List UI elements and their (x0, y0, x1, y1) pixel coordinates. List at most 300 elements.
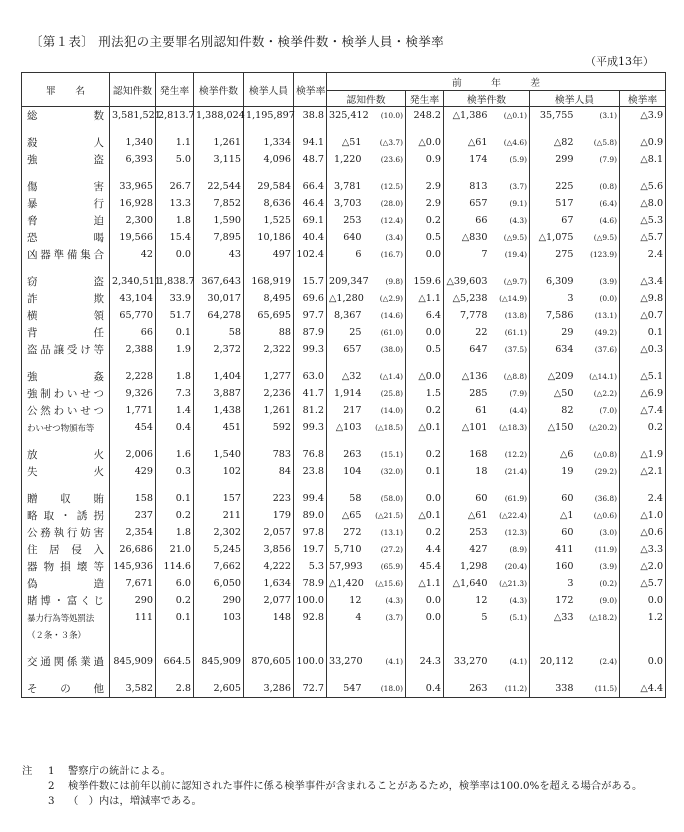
footnote-label (22, 779, 48, 794)
clearance-rate: 23.8 (294, 463, 327, 480)
diff-recognized: 3,781 (327, 178, 364, 195)
table-row (22, 246, 666, 263)
diff-cleared (444, 480, 490, 490)
arrested-count: 1,334 (244, 134, 294, 151)
arrested-count: 1,261 (244, 402, 294, 419)
diff-cleared-pct: (21.4) (504, 467, 527, 476)
table-row (22, 653, 666, 670)
diff-rate: △9.8 (620, 290, 666, 307)
diff-recognized: 3,703 (327, 195, 364, 212)
recognized-count: 2,228 (110, 368, 156, 385)
diff-recognized-pct: (△18.5) (375, 423, 403, 432)
footnote (22, 794, 678, 809)
table-row (22, 419, 666, 436)
diff-recognized-pct (364, 263, 406, 273)
diff-cleared: △1,640 (444, 575, 490, 592)
clearance-rate: 41.7 (294, 385, 327, 402)
arrested-count: 1,195,897 (244, 107, 294, 125)
cleared-cases: 103 (194, 609, 244, 626)
diff-recognized: 1,914 (327, 385, 364, 402)
diff-occurrence: 248.2 (406, 107, 444, 125)
diff-recognized-pct: (3.4) (385, 233, 403, 242)
diff-cleared (444, 436, 490, 446)
arrested-count: 4,096 (244, 151, 294, 168)
diff-recognized: 12 (327, 592, 364, 609)
crime-name: 横 領 (22, 307, 110, 324)
table-row (22, 324, 666, 341)
arrested-count (244, 643, 294, 653)
diff-occurrence: 1.5 (406, 385, 444, 402)
diff-arrested-pct: (3.0) (599, 528, 617, 537)
diff-recognized-pct: (△21.5) (375, 511, 403, 520)
crime-name: 暴力行為等処罰法 (22, 609, 110, 626)
diff-cleared-pct: (5.1) (509, 613, 527, 622)
footnote-text: （ ）内は，増減率である。 (68, 795, 202, 807)
diff-arrested-pct: (3.1) (599, 111, 617, 120)
occurrence-rate: 2.8 (156, 680, 194, 698)
diff-arrested-pct (576, 626, 620, 643)
diff-arrested: 67 (530, 212, 576, 229)
diff-cleared-pct: (4.1) (509, 657, 527, 666)
diff-cleared-pct: (9.1) (509, 199, 527, 208)
diff-arrested: △150 (530, 419, 576, 436)
arrested-count: 1,525 (244, 212, 294, 229)
arrested-count: 8,636 (244, 195, 294, 212)
diff-arrested-pct: (49.2) (594, 328, 617, 337)
diff-recognized: 547 (327, 680, 364, 698)
clearance-rate: 92.8 (294, 609, 327, 626)
diff-arrested (530, 124, 576, 134)
occurrence-rate: 13.3 (156, 195, 194, 212)
diff-recognized-pct: (16.7) (380, 250, 403, 259)
occurrence-rate: 2,813.7 (156, 107, 194, 125)
cleared-cases (194, 124, 244, 134)
diff-rate: △0.3 (620, 341, 666, 358)
diff-occurrence (406, 670, 444, 680)
diff-arrested: △209 (530, 368, 576, 385)
diff-recognized (327, 643, 364, 653)
diff-rate (620, 168, 666, 178)
occurrence-rate (156, 670, 194, 680)
diff-occurrence (406, 168, 444, 178)
diff-rate: 0.2 (620, 419, 666, 436)
occurrence-rate (156, 643, 194, 653)
diff-arrested: 82 (530, 402, 576, 419)
diff-arrested-pct: (△20.2) (589, 423, 617, 432)
occurrence-rate: 1.9 (156, 341, 194, 358)
occurrence-rate: 0.1 (156, 609, 194, 626)
crime-name: 失 火 (22, 463, 110, 480)
table-row (22, 592, 666, 609)
clearance-rate: 97.8 (294, 524, 327, 541)
table-row (22, 134, 666, 151)
diff-recognized: 657 (327, 341, 364, 358)
crime-name: 傷 害 (22, 178, 110, 195)
table-row (22, 212, 666, 229)
clearance-rate: 63.0 (294, 368, 327, 385)
diff-arrested-pct (576, 124, 620, 134)
diff-recognized: 25 (327, 324, 364, 341)
arrested-count: 870,605 (244, 653, 294, 670)
occurrence-rate: 7.3 (156, 385, 194, 402)
arrested-count: 2,236 (244, 385, 294, 402)
crime-name: 脅 迫 (22, 212, 110, 229)
arrested-count: 4,222 (244, 558, 294, 575)
table-row (22, 609, 666, 626)
clearance-rate: 69.6 (294, 290, 327, 307)
diff-cleared-pct: (△0.1) (503, 111, 527, 120)
diff-occurrence: 0.0 (406, 609, 444, 626)
diff-occurrence: 0.0 (406, 490, 444, 507)
diff-recognized-pct: (12.5) (380, 182, 403, 191)
table-row (22, 490, 666, 507)
table-body (22, 107, 666, 698)
recognized-count: 3,582 (110, 680, 156, 698)
diff-arrested-pct (576, 643, 620, 653)
crime-name: わいせつ物頒布等 (22, 419, 110, 436)
crime-name: 交通関係業過 (22, 653, 110, 670)
clearance-rate: 46.4 (294, 195, 327, 212)
cleared-cases: 367,643 (194, 273, 244, 290)
diff-cleared-pct: (8.9) (509, 545, 527, 554)
table-header (22, 73, 666, 107)
cleared-cases: 7,662 (194, 558, 244, 575)
diff-arrested-pct: (6.4) (599, 199, 617, 208)
crime-name: 凶器準備集合 (22, 246, 110, 263)
diff-arrested: 3 (530, 290, 576, 307)
arrested-count (244, 670, 294, 680)
diff-cleared-pct: (61.1) (504, 328, 527, 337)
cleared-cases: 7,895 (194, 229, 244, 246)
occurrence-rate: 33.9 (156, 290, 194, 307)
crime-name: 総 数 (22, 107, 110, 125)
cleared-cases: 6,050 (194, 575, 244, 592)
diff-occurrence: 0.2 (406, 524, 444, 541)
diff-arrested: △6 (530, 446, 576, 463)
diff-arrested-pct: (0.8) (599, 182, 617, 191)
diff-cleared: 12 (444, 592, 490, 609)
table-row (22, 463, 666, 480)
recognized-count (110, 670, 156, 680)
footnote-number: 1 (48, 765, 55, 777)
diff-cleared-pct: (△18.3) (499, 423, 527, 432)
diff-recognized-pct: (65.9) (380, 562, 403, 571)
occurrence-rate: 0.1 (156, 324, 194, 341)
header-arrested: 検挙人員 (244, 73, 294, 107)
cleared-cases: 1,540 (194, 446, 244, 463)
occurrence-rate: 1,838.7 (156, 273, 194, 290)
diff-rate: △5.1 (620, 368, 666, 385)
crime-name (22, 436, 110, 446)
diff-arrested: 517 (530, 195, 576, 212)
diff-arrested-pct: (△0.8) (593, 450, 617, 459)
diff-recognized: 209,347 (327, 273, 364, 290)
diff-rate: △2.0 (620, 558, 666, 575)
cleared-cases: 7,852 (194, 195, 244, 212)
clearance-rate: 66.4 (294, 178, 327, 195)
footnote-label: 注 (22, 765, 33, 777)
diff-arrested: 6,309 (530, 273, 576, 290)
footnote-label (22, 794, 48, 809)
arrested-count: 2,322 (244, 341, 294, 358)
spacer-row (22, 263, 666, 273)
diff-recognized: 57,993 (327, 558, 364, 575)
header-diff-group: 前 年 差 (327, 73, 666, 91)
diff-arrested-pct: (11.9) (594, 545, 617, 554)
crime-statistics-table (21, 72, 666, 698)
footnote-number: 2 (48, 780, 55, 792)
diff-arrested-pct: (0.0) (599, 294, 617, 303)
diff-arrested-pct (576, 436, 620, 446)
diff-cleared: △5,238 (444, 290, 490, 307)
diff-arrested (530, 643, 576, 653)
recognized-count (110, 643, 156, 653)
diff-rate (620, 436, 666, 446)
clearance-rate: 94.1 (294, 134, 327, 151)
diff-cleared: 174 (444, 151, 490, 168)
diff-rate: △5.6 (620, 178, 666, 195)
diff-occurrence (406, 124, 444, 134)
diff-rate (620, 124, 666, 134)
diff-recognized-pct: (58.0) (380, 494, 403, 503)
spacer-row (22, 168, 666, 178)
diff-arrested-pct: (123.9) (590, 250, 617, 259)
diff-arrested-pct (576, 263, 620, 273)
table-row (22, 507, 666, 524)
occurrence-rate: 0.2 (156, 507, 194, 524)
crime-name: 公然わいせつ (22, 402, 110, 419)
recognized-count: 9,326 (110, 385, 156, 402)
diff-arrested-pct (576, 168, 620, 178)
diff-cleared-pct: (3.7) (509, 182, 527, 191)
crime-name (22, 358, 110, 368)
diff-cleared: △61 (444, 134, 490, 151)
diff-cleared-pct: (19.4) (504, 250, 527, 259)
recognized-count: 16,928 (110, 195, 156, 212)
clearance-rate: 72.7 (294, 680, 327, 698)
crime-name (22, 124, 110, 134)
crime-name: 強 姦 (22, 368, 110, 385)
cleared-cases: 3,115 (194, 151, 244, 168)
diff-rate (620, 643, 666, 653)
diff-cleared: 813 (444, 178, 490, 195)
table-row (22, 341, 666, 358)
diff-arrested: 634 (530, 341, 576, 358)
cleared-cases: 1,438 (194, 402, 244, 419)
diff-occurrence (406, 626, 444, 643)
diff-arrested-pct: (3.9) (599, 277, 617, 286)
diff-arrested (530, 626, 576, 643)
diff-arrested-pct: (△5.8) (593, 138, 617, 147)
diff-arrested-pct (576, 480, 620, 490)
occurrence-rate: 15.4 (156, 229, 194, 246)
diff-recognized-pct: (61.0) (380, 328, 403, 337)
crime-name: 略取・誘拐 (22, 507, 110, 524)
diff-occurrence (406, 358, 444, 368)
diff-recognized: △1,280 (327, 290, 364, 307)
diff-recognized (327, 263, 364, 273)
cleared-cases (194, 358, 244, 368)
clearance-rate: 100.0 (294, 653, 327, 670)
occurrence-rate (156, 436, 194, 446)
diff-arrested-pct (576, 670, 620, 680)
clearance-rate: 89.0 (294, 507, 327, 524)
footnote-text: 検挙件数には前年以前に認知された事件に係る検挙事件が含まれることがあるため，検挙率は100.0%を超える場合がある。 (68, 780, 643, 792)
diff-cleared-pct (490, 480, 530, 490)
diff-recognized (327, 358, 364, 368)
arrested-count: 1,277 (244, 368, 294, 385)
diff-arrested (530, 358, 576, 368)
diff-arrested-pct: (△18.2) (589, 613, 617, 622)
crime-name: 詐 欺 (22, 290, 110, 307)
diff-cleared: 253 (444, 524, 490, 541)
diff-cleared-pct: (△9.5) (503, 233, 527, 242)
recognized-count (110, 626, 156, 643)
diff-arrested (530, 168, 576, 178)
diff-cleared: 427 (444, 541, 490, 558)
recognized-count: 6,393 (110, 151, 156, 168)
cleared-cases (194, 436, 244, 446)
table-row (22, 402, 666, 419)
recognized-count: 66 (110, 324, 156, 341)
diff-recognized-pct: (△15.6) (375, 579, 403, 588)
recognized-count: 7,671 (110, 575, 156, 592)
clearance-rate: 99.3 (294, 341, 327, 358)
diff-cleared-pct: (11.2) (490, 680, 530, 698)
recognized-count: 111 (110, 609, 156, 626)
table-row (22, 107, 666, 125)
diff-rate: △8.0 (620, 195, 666, 212)
diff-arrested: 7,586 (530, 307, 576, 324)
diff-arrested-pct: (4.6) (599, 216, 617, 225)
arrested-count (244, 626, 294, 643)
diff-cleared-pct (490, 124, 530, 134)
diff-recognized-pct: (27.2) (380, 545, 403, 554)
recognized-count: 3,581,521 (110, 107, 156, 125)
diff-arrested-pct: (29.2) (594, 467, 617, 476)
arrested-count: 783 (244, 446, 294, 463)
diff-cleared: △830 (444, 229, 490, 246)
table-row (22, 273, 666, 290)
header-diff-occurrence: 発生率 (406, 91, 444, 107)
crime-name (22, 670, 110, 680)
recognized-count: 1,340 (110, 134, 156, 151)
diff-cleared: 60 (444, 490, 490, 507)
diff-rate: △8.1 (620, 151, 666, 168)
diff-cleared-pct (490, 436, 530, 446)
crime-name: 強制わいせつ (22, 385, 110, 402)
diff-rate: △0.6 (620, 524, 666, 541)
diff-cleared-pct: (△21.3) (499, 579, 527, 588)
diff-recognized: 263 (327, 446, 364, 463)
table-row (22, 368, 666, 385)
diff-cleared-pct: (12.3) (504, 528, 527, 537)
cleared-cases: 2,605 (194, 680, 244, 698)
arrested-count: 2,057 (244, 524, 294, 541)
diff-occurrence: 159.6 (406, 273, 444, 290)
diff-rate: △0.7 (620, 307, 666, 324)
crime-name: 公務執行妨害 (22, 524, 110, 541)
header-diff-arrested: 検挙人員 (530, 91, 620, 107)
diff-arrested-pct: (13.1) (594, 311, 617, 320)
diff-cleared: 263 (444, 680, 490, 698)
diff-occurrence (406, 643, 444, 653)
diff-rate: △5.3 (620, 212, 666, 229)
occurrence-rate: 0.2 (156, 592, 194, 609)
diff-recognized (327, 124, 364, 134)
clearance-rate (294, 124, 327, 134)
clearance-rate (294, 436, 327, 446)
diff-recognized: 217 (327, 402, 364, 419)
crime-name: 盗品譲受け等 (22, 341, 110, 358)
diff-cleared: 7,778 (444, 307, 490, 324)
diff-rate: 1.2 (620, 609, 666, 626)
diff-occurrence: △0.1 (406, 507, 444, 524)
diff-occurrence: 2.9 (406, 195, 444, 212)
diff-cleared (444, 358, 490, 368)
occurrence-rate: 0.0 (156, 246, 194, 263)
diff-rate: △3.4 (620, 273, 666, 290)
diff-recognized: 253 (327, 212, 364, 229)
occurrence-rate: 5.0 (156, 151, 194, 168)
diff-rate: △7.4 (620, 402, 666, 419)
arrested-count: 2,077 (244, 592, 294, 609)
diff-occurrence: 2.9 (406, 178, 444, 195)
diff-cleared-pct: (△14.9) (499, 294, 527, 303)
recognized-count (110, 358, 156, 368)
diff-recognized: 8,367 (327, 307, 364, 324)
cleared-cases: 1,388,024 (194, 107, 244, 125)
clearance-rate: 87.9 (294, 324, 327, 341)
recognized-count: 429 (110, 463, 156, 480)
arrested-count: 168,919 (244, 273, 294, 290)
diff-recognized-pct: (4.3) (385, 596, 403, 605)
cleared-cases: 64,278 (194, 307, 244, 324)
arrested-count: 497 (244, 246, 294, 263)
recognized-count: 158 (110, 490, 156, 507)
header-clearance-rate: 検挙率 (294, 73, 327, 107)
crime-name (22, 263, 110, 273)
header-diff-rate: 検挙率 (620, 91, 666, 107)
diff-arrested: 338 (530, 680, 576, 698)
clearance-rate: 97.7 (294, 307, 327, 324)
diff-cleared: 1,298 (444, 558, 490, 575)
cleared-cases (194, 643, 244, 653)
diff-cleared-pct: (△8.8) (503, 372, 527, 381)
recognized-count: 65,770 (110, 307, 156, 324)
arrested-count: 223 (244, 490, 294, 507)
occurrence-rate (156, 263, 194, 273)
clearance-rate: 81.2 (294, 402, 327, 419)
diff-recognized-pct (364, 436, 406, 446)
diff-arrested (530, 263, 576, 273)
cleared-cases: 157 (194, 490, 244, 507)
diff-arrested-pct (576, 358, 620, 368)
diff-cleared: △1,386 (444, 107, 490, 125)
diff-occurrence: 6.4 (406, 307, 444, 324)
arrested-count (244, 124, 294, 134)
diff-cleared: △61 (444, 507, 490, 524)
table-row (22, 558, 666, 575)
crime-name: 強 盗 (22, 151, 110, 168)
diff-cleared: 5 (444, 609, 490, 626)
diff-rate (620, 626, 666, 643)
recognized-count (110, 263, 156, 273)
diff-occurrence: 24.3 (406, 653, 444, 670)
diff-rate: △5.7 (620, 229, 666, 246)
cleared-cases (194, 626, 244, 643)
diff-recognized-pct (364, 168, 406, 178)
